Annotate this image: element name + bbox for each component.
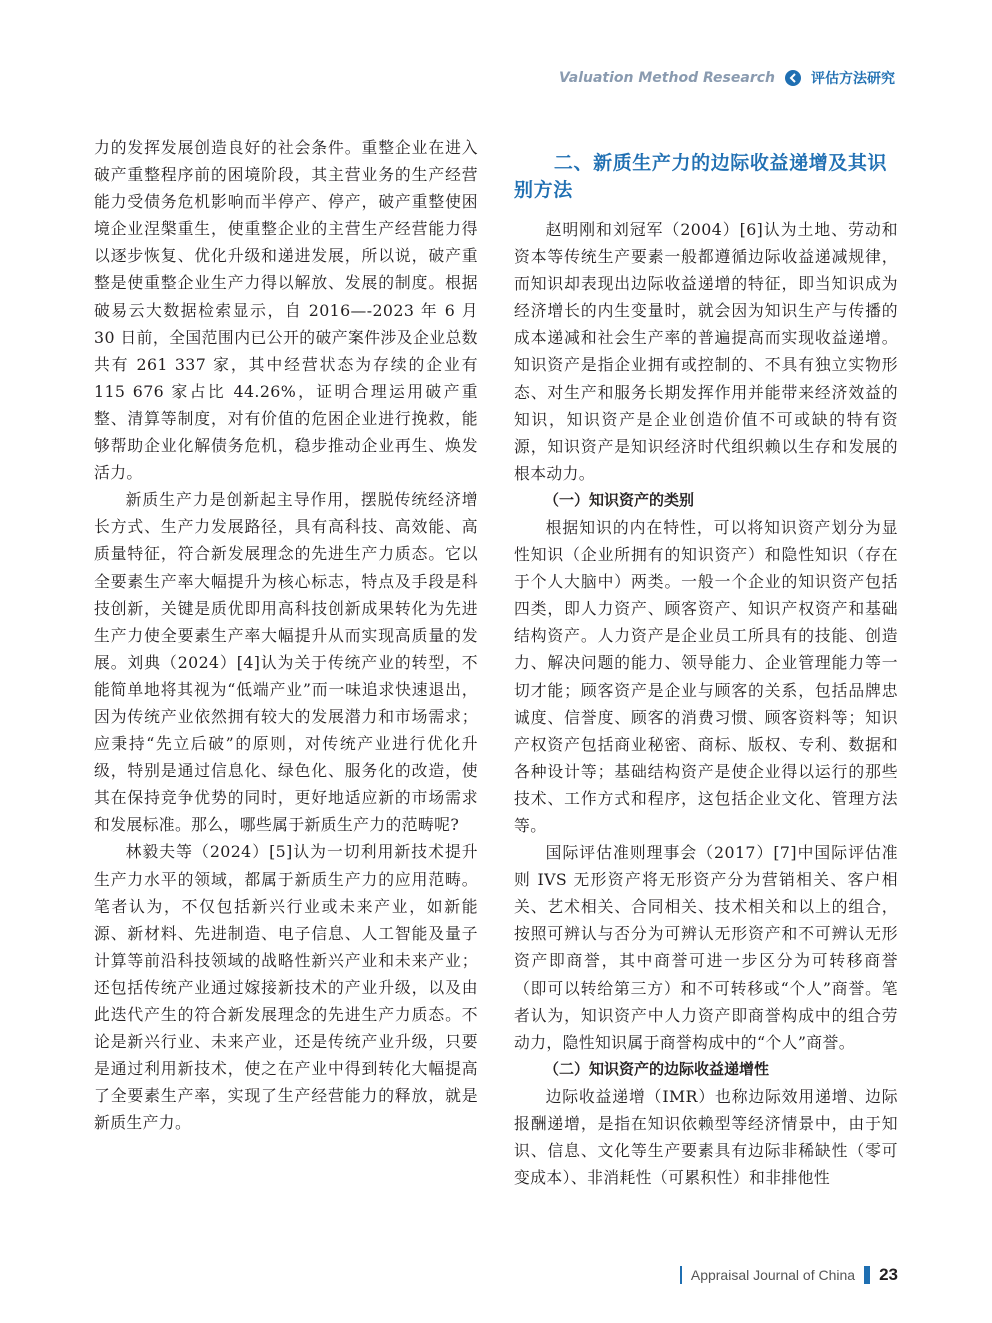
page-number: 23	[879, 1265, 898, 1284]
header-chinese-title: 评估方法研究	[811, 71, 895, 87]
paragraph: 国际评估准则理事会（2017）[7]中国际评估准则 IVS 无形资产将无形资产分为营销相关、客户相关、艺术相关、合同相关、技术相关和以上的组合，按照可辨认与否分为可辨认无形资产和不可辨认无形资产即商誉，其中商誉可进一步区分为可转移商誉（即可以转给第三方）和不可转移或“个人”商誉。笔者认为，知识资产中人力资产即商誉构成中的组合劳动力，隐性知识属于商誉构成中的“个人”商誉。	[514, 843, 898, 1052]
header-english-title: Valuation Method Research	[559, 70, 775, 86]
running-header	[559, 68, 895, 88]
chevron-left-icon	[785, 70, 801, 86]
paragraph: 赵明刚和刘冠军（2004）[6]认为土地、劳动和资本等传统生产要素一般都遵循边际收益递减规律，而知识却表现出边际收益递增的特征，即当知识成为经济增长的内生变量时，就会因为知识生产与传播的成本递减和社会生产率的普遍提高而实现收益递增。知识资产是指企业拥有或控制的、不具有独立实物形态、对生产和服务长期发挥作用并能带来经济效益的知识，知识资产是企业创造价值不可或缺的特有资源，知识资产是知识经济时代组织赖以生存和发展的根本动力。	[514, 220, 898, 483]
footer-divider	[680, 1266, 682, 1284]
paragraph: 力的发挥发展创造良好的社会条件。重整企业在进入破产重整程序前的困境阶段，其主营业务的生产经营能力受债务危机影响而半停产、停产，破产重整使困境企业涅槃重生，使重整企业的主营生产经营能力得以逐步恢复、优化升级和递进发展，所以说，破产重整是使重整企业生产力得以解放、发展的制度。根据破易云大数据检索显示，自 2016—-2023 年 6 月 30 日前，全国范围内已公开的破产案件涉及企业总数共有 261 337 家，其中经营状态为存续的企业有 115 676 家占比 44.26%，证明合理运用破产重整、清算等制度，对有价值的危困企业进行挽救，能够帮助企业化解债务危机，稳步推动企业再生、焕发活力。	[94, 138, 478, 483]
paragraph: 林毅夫等（2024）[5]认为一切利用新技术提升生产力水平的领域，都属于新质生产力的应用范畴。笔者认为，不仅包括新兴行业或未来产业，如新能源、新材料、先进制造、电子信息、人工智能及量子计算等前沿科技领域的战略性新兴产业和未来产业；还包括传统产业通过嫁接新技术的产业升级，以及由此迭代产生的符合新发展理念的先进生产力质态。不论是新兴行业、未来产业，还是传统产业升级，只要是通过利用新技术，使之在产业中得到转化大幅提高了全要素生产率，实现了生产经营能力的释放，就是新质生产力。	[94, 842, 478, 1133]
section-heading: 二、新质生产力的边际收益递增及其识别方法	[514, 152, 888, 201]
paragraph: 边际收益递增（IMR）也称边际效用递增、边际报酬递增，是指在知识依赖型等经济情景中，由于知识、信息、文化等生产要素具有边际非稀缺性（零可变成本）、非消耗性（可累积性）和非排他性	[514, 1086, 898, 1188]
journal-name: Appraisal Journal of China	[690, 1267, 856, 1283]
subsection-heading: （一）知识资产的类别	[544, 490, 695, 509]
paragraph: 新质生产力是创新起主导作用，摆脱传统经济增长方式、生产力发展路径，具有高科技、高效能、高质量特征，符合新发展理念的先进生产力质态。它以全要素生产率大幅提升为核心标志，特点及手段是科技创新，关键是质优即用高科技创新成果转化为先进生产力使全要素生产率大幅提升从而实现高质量的发展。刘典（2024）[4]认为关于传统产业的转型，不能简单地将其视为“低端产业”而一味追求快速退出，因为传统产业依然拥有较大的发展潜力和市场需求；应秉持“先立后破”的原则，对传统产业进行优化升级，特别是通过信息化、绿色化、服务化的改造，使其在保持竞争优势的同时，更好地适应新的市场需求和发展标准。那么，哪些属于新质生产力的范畴呢?	[94, 490, 478, 835]
page-footer	[680, 1265, 898, 1285]
left-column	[94, 134, 478, 1136]
subsection-heading: （二）知识资产的边际收益递增性	[544, 1059, 770, 1078]
paragraph: 根据知识的内在特性，可以将知识资产划分为显性知识（企业所拥有的知识资产）和隐性知识（存在于个人大脑中）两类。一般一个企业的知识资产包括四类，即人力资产、顾客资产、知识产权资产和基础结构资产。人力资产是企业员工所具有的技能、创造力、解决问题的能力、领导能力、企业管理能力等一切才能；顾客资产是企业与顾客的关系，包括品牌忠诚度、信誉度、顾客的消费习惯、顾客资料等；知识产权资产包括商业秘密、商标、版权、专利、数据和各种设计等；基础结构资产是使企业得以运行的那些技术、工作方式和程序，这包括企业文化、管理方法等。	[514, 517, 898, 835]
right-column	[514, 150, 898, 1191]
footer-divider	[864, 1266, 870, 1284]
